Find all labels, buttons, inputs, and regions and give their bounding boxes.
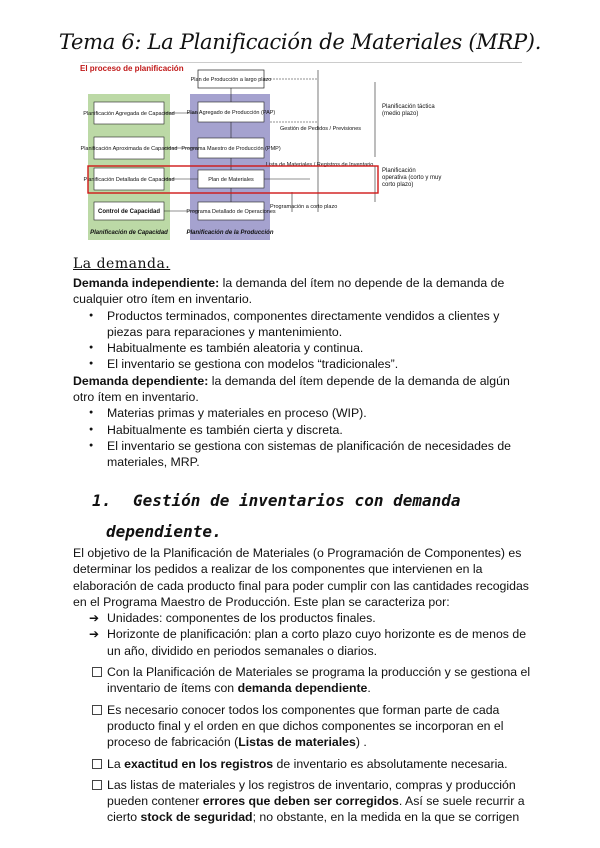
list-item: ● Materias primas y materiales en proceso (WIP). <box>73 405 533 421</box>
bold-text: stock de seguridad <box>140 810 253 825</box>
arrow-list <box>73 610 533 659</box>
left-footer: Planificación de Capacidad <box>90 230 168 236</box>
text: . Así se suele recurrir a cierto <box>107 794 525 825</box>
left-box-0-label: Planificación Agregada de Capacidad <box>83 111 175 117</box>
checkbox-icon <box>92 780 102 790</box>
list-item: ● Habitualmente es también aleatoria y continua. <box>73 340 533 356</box>
dependent-definition <box>73 373 533 406</box>
center-box-2-label: Plan de Materiales <box>208 177 254 183</box>
bold-text: demanda dependiente <box>237 681 368 696</box>
arrow-icon: ➔ <box>89 627 100 642</box>
independent-list <box>73 308 533 373</box>
center-box-2 <box>198 170 264 188</box>
text: Es necesario conocer todos los componentes que forman parte de cada producto final y el orden en que dichos componentes se incorporan en el proceso de fabricación ( <box>107 702 504 750</box>
section-number: 1. <box>92 491 112 510</box>
left-box-3 <box>94 202 164 220</box>
list-item <box>73 777 533 826</box>
section-title-line1: Gestión de inventarios con demanda <box>133 491 461 510</box>
right-label-0: Planificación táctica (medio plazo) <box>382 104 435 117</box>
list-item: ● Productos terminados, componentes directamente vendidos a clientes y piezas para reparaciones y mantenimiento. <box>73 308 533 341</box>
note-1: Lista de Materiales / Registros de Inventario <box>266 162 374 168</box>
list-item: ● El inventario se gestiona con modelos “tradicionales”. <box>73 356 533 372</box>
left-box-2-label: Planificación Detallada de Capacidad <box>83 177 175 183</box>
list-item <box>73 610 533 626</box>
independent-definition <box>73 275 533 308</box>
dependent-term: Demanda dependiente: <box>73 373 209 388</box>
list-item: ● El inventario se gestiona con sistemas de planificación de necesidades de materiales, MRP. <box>73 438 533 471</box>
text: ) . <box>355 735 367 750</box>
right-label-1: Planificación operativa (corto y muy corto plazo) <box>382 168 442 188</box>
text: La <box>107 756 125 771</box>
bold-text: Listas de materiales <box>238 735 356 750</box>
independent-text: la demanda del ítem no depende de la demanda de cualquier otro ítem en inventario. <box>73 276 505 307</box>
center-box-1-label: Programa Maestro de Producción (PMP) <box>181 146 281 152</box>
list-item <box>73 756 533 772</box>
page-title: Tema 6: La Planificación de Materiales (MRP). <box>58 30 542 54</box>
dependent-list <box>73 405 533 470</box>
note-2: Programación a corto plazo <box>270 204 338 210</box>
left-box-2 <box>83 168 174 190</box>
checkbox-icon <box>92 759 102 769</box>
diagram-caption: El proceso de planificación <box>80 64 184 73</box>
list-item <box>73 702 533 751</box>
center-box-0-label: Plan Agregado de Producción (PAP) <box>186 110 276 116</box>
top-box-label: Plan de Producción a largo plazo <box>190 77 272 83</box>
left-box-1 <box>81 137 178 159</box>
center-box-0 <box>187 102 276 122</box>
left-box-1-label: Planificación Aproximada de Capacidad <box>80 146 178 152</box>
text: Las listas de materiales y los registros de inventario, compras y producción pueden contener <box>107 777 516 809</box>
dependent-text: la demanda del ítem depende de la demanda de algún otro ítem en inventario. <box>73 373 510 405</box>
section-title-line2: dependiente. <box>106 522 222 541</box>
demand-heading: La demanda. <box>73 256 171 272</box>
text: Con la Planificación de Materiales se programa la producción y se gestiona el inventario de ítems con <box>107 665 531 696</box>
demand-content <box>73 275 533 471</box>
left-box-0 <box>83 102 174 124</box>
checkbox-icon <box>92 705 102 715</box>
section-1-heading <box>92 485 461 547</box>
text: ; no obstante, en la medida en la que se corrigen <box>252 810 520 825</box>
center-box-3 <box>186 202 276 220</box>
list-item <box>73 626 533 659</box>
checkbox-icon <box>92 667 102 677</box>
independent-term: Demanda independiente: <box>73 276 220 290</box>
diagram-canvas <box>80 62 380 242</box>
center-footer: Planificación de la Producción <box>186 230 274 236</box>
arrow-icon: ➔ <box>89 611 100 626</box>
note-0: Gestión de Pedidos / Previsiones <box>280 126 362 132</box>
planning-process-diagram <box>80 62 442 242</box>
left-box-3-label: Control de Capacidad <box>97 209 161 215</box>
list-item-text: Horizonte de planificación: plan a corto plazo cuyo horizonte es de menos de un año, dividido en periodos semanales o diarios. <box>107 627 527 658</box>
list-item: ● Habitualmente es también cierta y discreta. <box>73 422 533 438</box>
list-item <box>73 664 533 697</box>
bold-text: errores que deben ser corregidos <box>202 794 399 809</box>
list-item-text: Unidades: componentes de los productos finales. <box>107 611 376 626</box>
section-1-content <box>73 545 533 826</box>
section-1-intro: El objetivo de la Planificación de Materiales (o Programación de Componentes) es determinar los pedidos a realizar de los componentes que intervienen en la elaboración de cada producto final para poder cumplir con las cantidades recogidas en el Programa Maestro de Producción. Este plan se caracteriza por: <box>73 546 529 609</box>
center-box-3-label: Programa Detallado de Operaciones <box>186 209 276 215</box>
checkbox-list <box>73 664 533 826</box>
text: . <box>367 681 371 696</box>
bold-text: exactitud en los registros <box>124 756 274 771</box>
text: de inventario es absolutamente necesaria. <box>273 756 508 771</box>
